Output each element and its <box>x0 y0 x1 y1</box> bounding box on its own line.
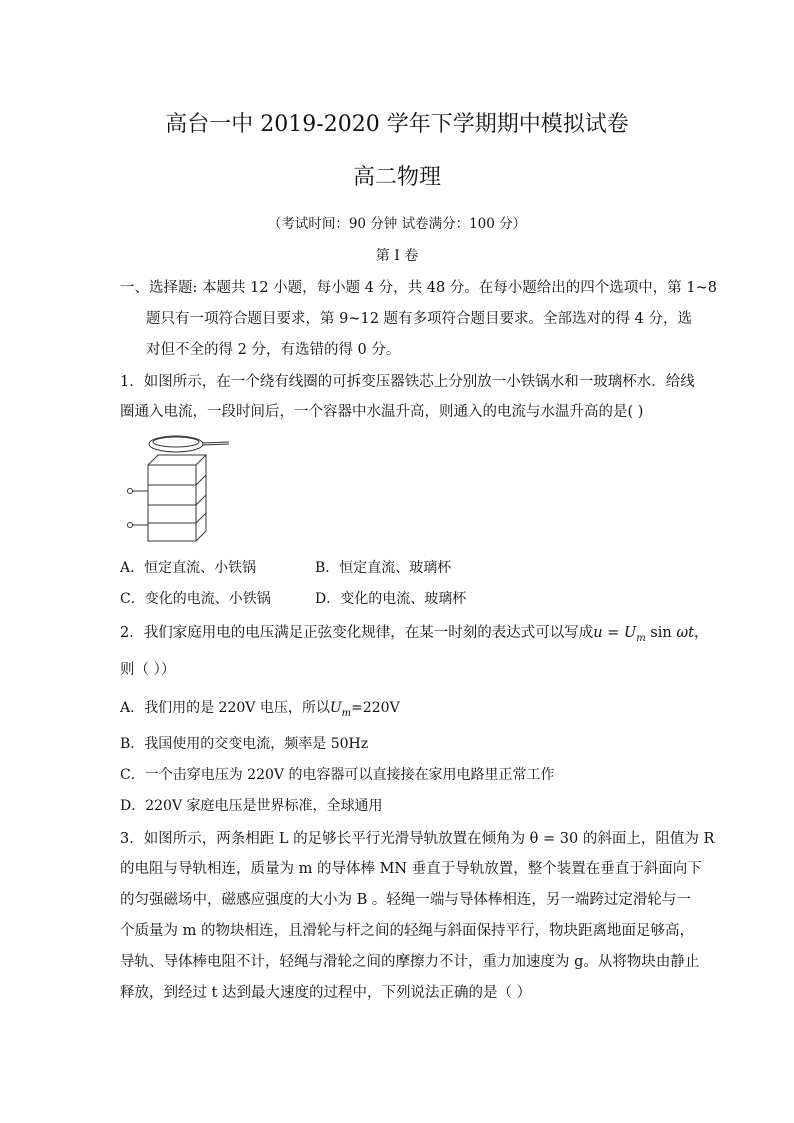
exam-info: （考试时间：90 分钟 试卷满分：100 分） <box>267 216 527 232</box>
q2-option-a <box>120 697 400 719</box>
q2-line1 <box>120 621 708 644</box>
q3-line5: 导轨、导体棒电阻不计，轻绳与滑轮之间的摩擦力不计，重力加速度为 g。从将物块由静止 <box>120 954 700 970</box>
q2-option-a-pre: A．我们用的是 220V 电压，所以 <box>120 700 330 716</box>
q3-line2: 的电阻与导轨相连，质量为 m 的导体棒 MN 垂直于导轨放置，整个装置在垂直于斜面向下 <box>120 861 702 877</box>
q2-option-b: B．我国使用的交变电流，频率是 50Hz <box>120 736 369 752</box>
formula-comma: ， <box>693 625 709 641</box>
q1-line1: 1．如图所示，在一个绕有线圈的可拆变压器铁芯上分别放一小铁锅水和一玻璃杯水．给线 <box>120 374 695 390</box>
section1-line1: 一、选择题: 本题共 12 小题，每小题 4 分，共 48 分。在每小题给出的四个选项中，第 1~8 <box>120 280 717 296</box>
q1-option-a: A．恒定直流、小铁锅 <box>120 560 257 576</box>
formula-wt: ωt <box>676 625 694 641</box>
subject-title: 高二物理 <box>352 165 441 190</box>
q2-option-a-post: =220V <box>351 700 400 716</box>
q2-option-c: C．一个击穿电压为 220V 的电容器可以直接接在家用电路里正常工作 <box>120 767 555 783</box>
formula-sin: sin <box>645 625 677 641</box>
q1-option-d: D．变化的电流、玻璃杯 <box>315 591 467 607</box>
q2-line2: 则（ ）） <box>120 662 176 678</box>
q3-line1: 3．如图所示，两条相距 L 的足够长平行光滑导轨放置在倾角为 θ = 30 的斜面上，阻值为 R <box>120 831 715 847</box>
q2-option-a-m: m <box>341 707 352 719</box>
q2-option-a-U: U <box>329 700 342 716</box>
formula-m: m <box>636 632 646 644</box>
q2-option-d: D．220V 家庭电压是世界标准，全球通用 <box>120 798 383 814</box>
q3-line6: 释放，到经过 t 达到最大速度的过程中，下列说法正确的是（ ） <box>120 985 532 1001</box>
transformer-figure <box>124 430 234 545</box>
section1-line3: 对但不全的得 2 分，有选错的得 0 分。 <box>146 342 401 358</box>
formula-eq: = <box>602 625 624 641</box>
q1-option-b: B．恒定直流、玻璃杯 <box>315 560 452 576</box>
volume-label: 第 I 卷 <box>375 248 419 264</box>
formula-U: U <box>623 625 637 641</box>
exam-title: 高台一中 2019-2020 学年下学期期中模拟试卷 <box>165 112 629 137</box>
q3-line4: 个质量为 m 的物块相连，且滑轮与杆之间的轻绳与斜面保持平行，物块距离地面足够高， <box>120 923 694 939</box>
section1-line2: 题只有一项符合题目要求，第 9~12 题有多项符合题目要求。全部选对的得 4 分，选 <box>146 311 692 327</box>
q2-stem: 2．我们家庭用电的电压满足正弦变化规律，在某一时刻的表达式可以写成 <box>120 625 594 641</box>
q1-line2: 圈通入电流，一段时间后，一个容器中水温升高，则通入的电流与水温升高的是( ) <box>120 404 644 420</box>
q3-line3: 的匀强磁场中，磁感应强度的大小为 B 。轻绳一端与导体棒相连，另一端跨过定滑轮与一 <box>120 892 691 908</box>
formula-u: u <box>593 625 603 641</box>
q1-option-c: C．变化的电流、小铁锅 <box>120 591 271 607</box>
